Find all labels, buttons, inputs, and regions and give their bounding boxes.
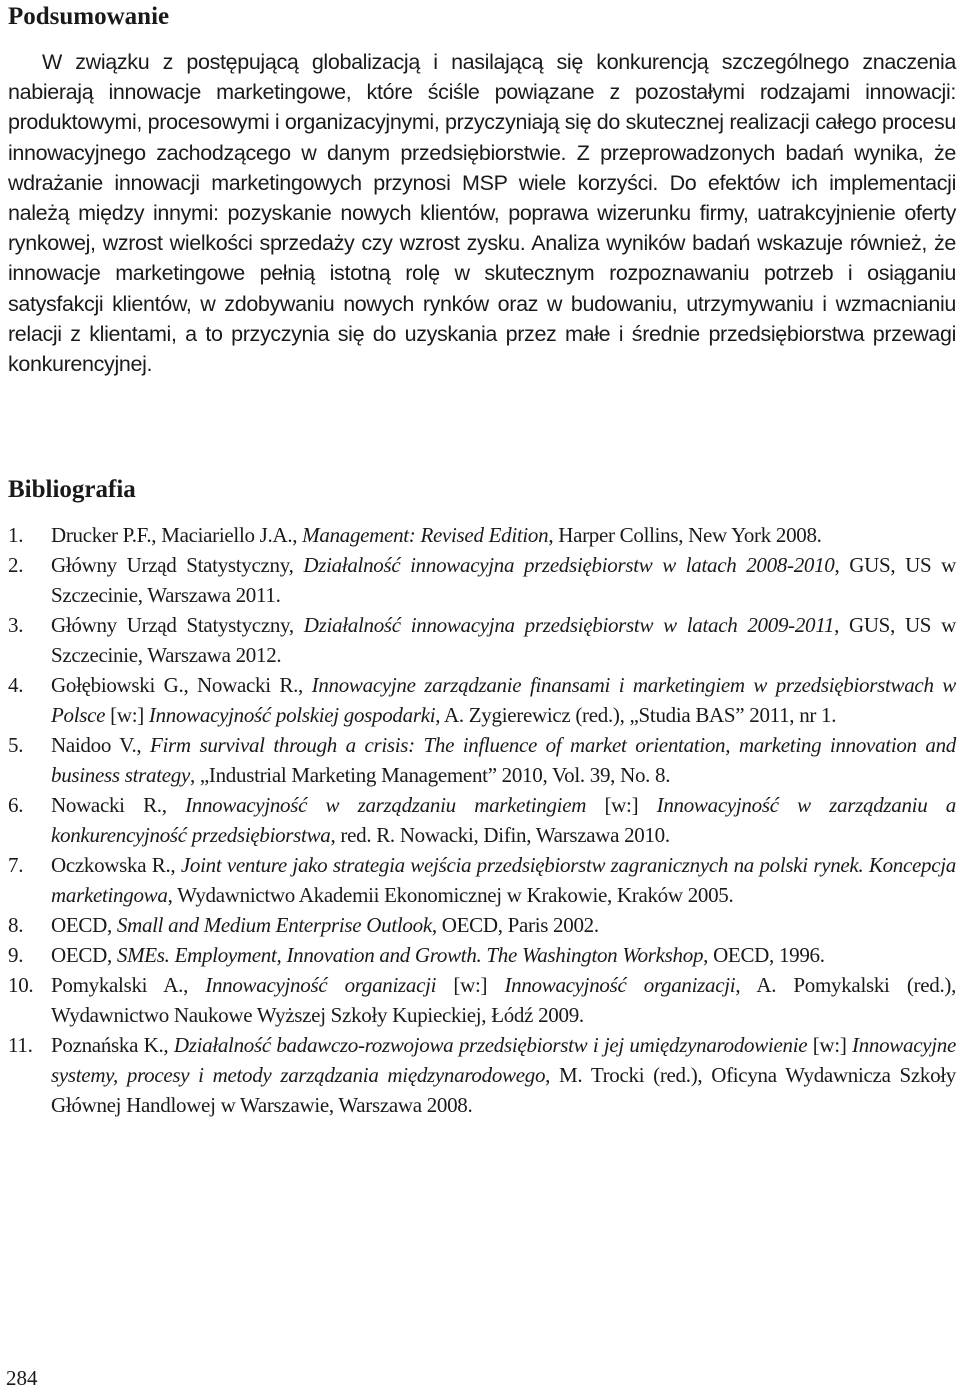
bibliography-item: [8, 1030, 956, 1120]
item-number: 1.: [8, 523, 24, 547]
bibliography-item: [8, 970, 956, 1030]
item-number: 9.: [8, 943, 24, 967]
bibliography-item: [8, 910, 956, 940]
item-in: [w:]: [105, 703, 149, 727]
item-details: , OECD, Paris 2002.: [431, 913, 599, 937]
item-number: 8.: [8, 913, 24, 937]
item-authors: Drucker P.F., Maciariello J.A.,: [51, 523, 303, 547]
item-number: 5.: [8, 733, 24, 757]
item-authors: OECD,: [51, 943, 117, 967]
item-authors: Naidoo V.,: [51, 733, 150, 757]
bibliography-item: [8, 730, 956, 790]
item-authors: Główny Urząd Statystyczny,: [51, 553, 304, 577]
item-details: , red. R. Nowacki, Difin, Warszawa 2010.: [330, 823, 670, 847]
item-details: , A. Pomykalski (red.), Wydawnictwo Naukowe Wyższej Szkoły Kupieckiej, Łódź 2009.: [51, 973, 957, 1027]
summary-paragraph: W związku z postępującą globalizacją i nasilającą się konkurencją szczególnego znaczenia nabierają innowacje marketingowe, które ściśle powiązane z pozostałymi rodzajami innowacji: produktowymi, procesowymi i organizacyjnymi, przyczyniają się do skutecznej realizacji całego procesu innowacyjnego zachodzącego w danym przedsiębiorstwie. Z przeprowadzonych badań wynika, że wdrażanie innowacji marketingowych przynosi MSP wiele korzyści. Do efektów ich implementacji należą między innymi: pozyskanie nowych klientów, poprawa wizerunku firmy, uatrakcyjnienie oferty rynkowej, wzrost wielkości sprzedaży czy wzrost zysku. Analiza wyników badań wskazuje również, że innowacje marketingowe pełnią istotną rolę w skutecznym rozpoznawaniu potrzeb i osiąganiu satysfakcji klientów, w zdobywaniu nowych rynków oraz w budowaniu, utrzymywaniu i wzmacnianiu relacji z klientami, a to przyczynia się do uzyskania przez małe i średnie przedsiębiorstwa przewagi konkurencyjnej.: [8, 50, 956, 377]
item-authors: Pomykalski A.,: [51, 973, 206, 997]
bibliography-item: [8, 670, 956, 730]
item-title: Joint venture jako strategia wejścia przedsiębiorstw zagranicznych na polski rynek. Koncepcja marketingowa: [51, 853, 956, 907]
summary-heading: Podsumowanie: [8, 3, 170, 30]
item-number: 4.: [8, 673, 24, 697]
item-details: , M. Trocki (red.), Oficyna Wydawnicza Szkoły Głównej Handlowej w Warszawie, Warszawa 2008.: [51, 1063, 957, 1117]
item-title: Działalność badawczo-rozwojowa przedsiębiorstw i jej umiędzynarodowienie: [173, 1033, 808, 1057]
item-in: [w:]: [807, 1033, 852, 1057]
item-number: 2.: [8, 553, 24, 577]
item-details: , „Industrial Marketing Management” 2010, Vol. 39, No. 8.: [189, 763, 671, 787]
item-book-title: Innowacyjność organizacji: [504, 973, 736, 997]
item-authors: Główny Urząd Statystyczny,: [51, 613, 304, 637]
item-title: Management: Revised Edition: [302, 523, 549, 547]
item-details: , GUS, US w Szczecinie, Warszawa 2011.: [51, 553, 956, 607]
item-book-title: Innowacyjne systemy, procesy i metody zarządzania międzynarodowego: [51, 1033, 956, 1087]
item-authors: Gołębiowski G., Nowacki R.,: [51, 673, 312, 697]
item-number: 6.: [8, 793, 24, 817]
item-number: 3.: [8, 613, 24, 637]
item-authors: Oczkowska R.,: [51, 853, 181, 877]
item-title: Działalność innowacyjna przedsiębiorstw w latach 2009-2011: [303, 613, 835, 637]
item-book-title: Innowacyjność w zarządzaniu a konkurencyjność przedsiębiorstwa: [51, 793, 956, 847]
item-number: 7.: [8, 853, 24, 877]
item-authors: Nowacki R.,: [51, 793, 186, 817]
item-book-title: Innowacyjność polskiej gospodarki: [148, 703, 436, 727]
item-in: [w:]: [586, 793, 657, 817]
item-details: , A. Zygierewicz (red.), „Studia BAS” 2011, nr 1.: [435, 703, 837, 727]
item-title: Firm survival through a crisis: The influence of market orientation, marketing innovation and business strategy: [51, 733, 956, 787]
item-details: , OECD, 1996.: [703, 943, 825, 967]
item-title: Innowacyjność organizacji: [205, 973, 437, 997]
bibliography-heading: Bibliografia: [8, 476, 136, 503]
bibliography-item: [8, 850, 956, 910]
bibliography-item: [8, 790, 956, 850]
item-title: Small and Medium Enterprise Outlook: [116, 913, 432, 937]
bibliography-list: [8, 520, 956, 1120]
bibliography-item: [8, 610, 956, 670]
item-title: Innowacyjne zarządzanie finansami i marketingiem w przedsiębiorstwach w Polsce: [51, 673, 956, 727]
item-number: 10.: [8, 973, 34, 997]
item-number: 11.: [8, 1033, 33, 1057]
item-details: , GUS, US w Szczecinie, Warszawa 2012.: [51, 613, 956, 667]
item-in: [w:]: [436, 973, 505, 997]
bibliography-item: [8, 550, 956, 610]
item-title: Innowacyjność w zarządzaniu marketingiem: [185, 793, 587, 817]
bibliography-item: [8, 520, 956, 550]
item-details: , Wydawnictwo Akademii Ekonomicznej w Krakowie, Kraków 2005.: [167, 883, 734, 907]
page-number: 284: [6, 1366, 38, 1390]
item-authors: Poznańska K.,: [51, 1033, 174, 1057]
item-details: , Harper Collins, New York 2008.: [548, 523, 822, 547]
item-title: Działalność innowacyjna przedsiębiorstw w latach 2008-2010: [303, 553, 835, 577]
item-title: SMEs. Employment, Innovation and Growth. The Washington Workshop: [116, 943, 704, 967]
item-authors: OECD,: [51, 913, 117, 937]
bibliography-item: [8, 940, 956, 970]
